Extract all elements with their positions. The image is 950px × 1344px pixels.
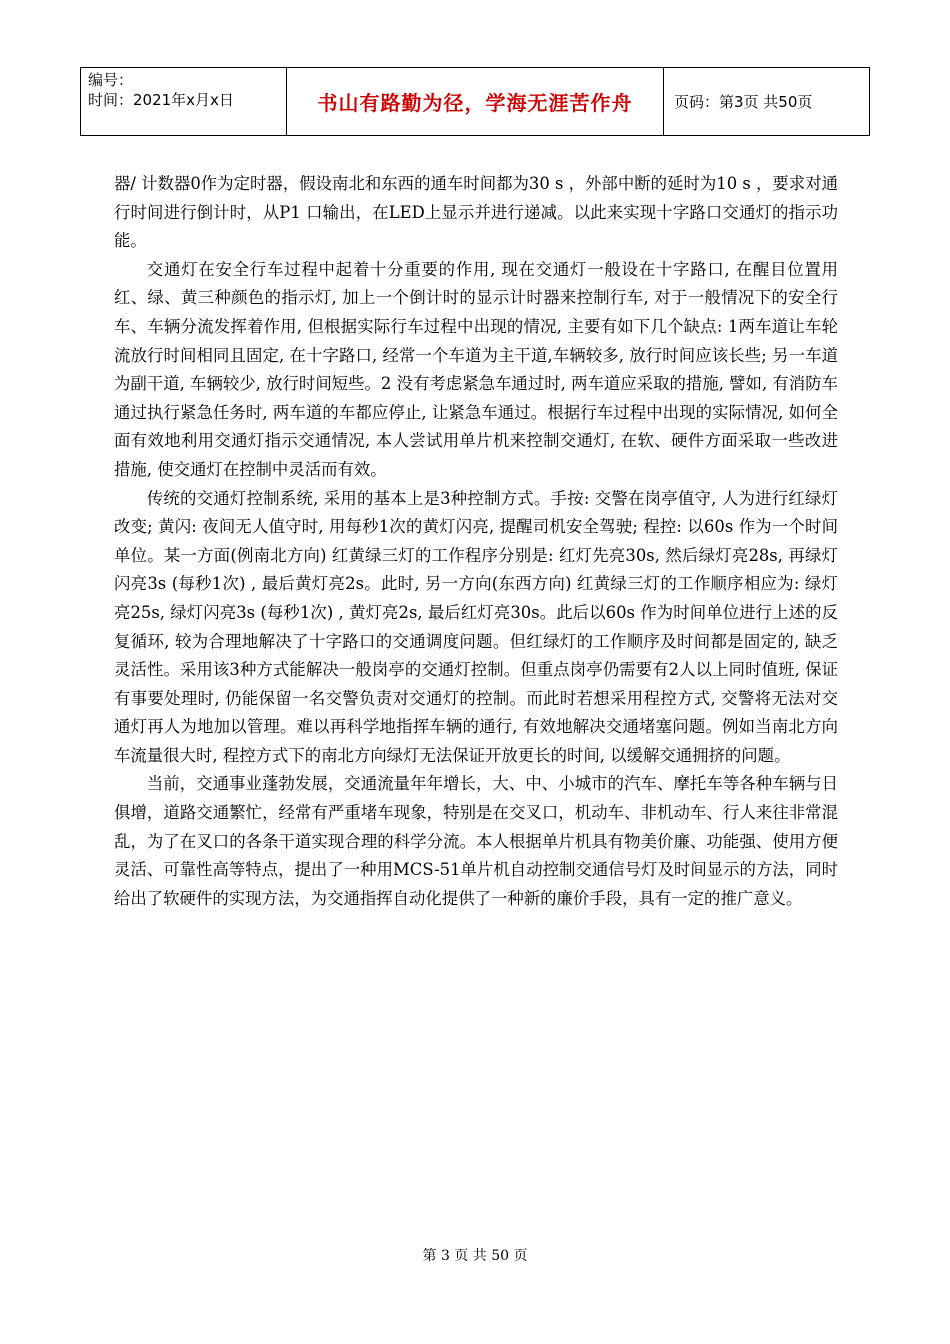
body-paragraph-4: 当前，交通事业蓬勃发展，交通流量年年增长，大、中、小城市的汽车、摩托车等各种车辆与日俱增，道路交通繁忙，经常有严重堵车现象，特别是在交叉口，机动车、非机动车、行人来往非常混乱，为了在叉口的各条干道实现合理的科学分流。本人根据单片机具有物美价廉、功能强、使用方便灵活、可靠性高等特点，提出了一种用MCS-51单片机自动控制交通信号灯及时间显示的方法，同时给出了软硬件的实现方法，为交通指挥自动化提供了一种新的廉价手段，具有一定的推广意义。	[114, 774, 838, 908]
body-paragraph-1: 器/ 计数器0作为定时器，假设南北和东西的通车时间都为30 s ，外部中断的延时为10 s ，要求对通行时间进行倒计时，从P1 口输出，在LED上显示并进行递减。以此来实现十字路口交通灯的指示功能。	[114, 174, 838, 251]
document-code-label: 编号：	[88, 71, 134, 89]
body-paragraph-3: 传统的交通灯控制系统, 采用的基本上是3种控制方式。手按: 交警在岗亭值守, 人为进行红绿灯改变; 黄闪: 夜间无人值守时, 用每秒1次的黄灯闪亮, 提醒司机安全驾驶; 程控: 以60s 作为一个时间单位。某一方面(例南北方向) 红黄绿三灯的工作程序分别是: 红灯先亮30s, 然后绿灯亮28s, 再绿灯闪亮3s (每秒1次) , 最后黄灯亮2s。此时, 另一方向(东西方向) 红黄绿三灯的工作顺序相应为: 绿灯亮25s, 绿灯闪亮3s (每秒1次) , 黄灯亮2s, 最后红灯亮30s。此后以60s 作为时间单位进行上述的反复循环, 较为合理地解决了十字路口的交通调度问题。但红绿灯的工作顺序及时间都是固定的, 缺乏灵活性。采用该3种方式能解决一般岗亭的交通灯控制。但重点岗亭仍需要有2人以上同时值班, 保证有事要处理时, 仍能保留一名交警负责对交通灯的控制。而此时若想采用程控方式, 交警将无法对交通灯再人为地加以管理。难以再科学地指挥车辆的通行, 有效地解决交通堵塞问题。例如当南北方向车流量很大时, 程控方式下的南北方向绿灯无法保证开放更长的时间, 以缓解交通拥挤的问题。	[114, 488, 838, 765]
page-header	[80, 67, 870, 136]
header-motto: 书山有路勤为径，学海无涯苦作舟	[287, 68, 664, 136]
page-footer: 第 3 页 共 50 页	[422, 1248, 528, 1264]
header-meta-cell	[81, 68, 287, 136]
header-page-info: 页码：第3页 共50页	[664, 68, 870, 136]
document-date: 时间：2021年x月x日	[88, 91, 234, 109]
document-body	[114, 170, 838, 913]
body-paragraph-2: 交通灯在安全行车过程中起着十分重要的作用, 现在交通灯一般设在十字路口, 在醒目位置用红、绿、黄三种颜色的指示灯, 加上一个倒计时的显示计时器来控制行车, 对于一般情况下的安全行车、车辆分流发挥着作用, 但根据实际行车过程中出现的情况, 主要有如下几个缺点: 1两车道让车轮流放行时间相同且固定, 在十字路口, 经常一个车道为主干道,车辆较多, 放行时间应该长些; 另一车道为副干道, 车辆较少, 放行时间短些。2 没有考虑紧急车通过时, 两车道应采取的措施, 譬如, 有消防车通过执行紧急任务时, 两车道的车都应停止, 让紧急车通过。根据行车过程中出现的实际情况, 如何全面有效地利用交通灯指示交通情况, 本人尝试用单片机来控制交通灯, 在软、硬件方面采取一些改进措施, 使交通灯在控制中灵活而有效。	[114, 259, 838, 479]
